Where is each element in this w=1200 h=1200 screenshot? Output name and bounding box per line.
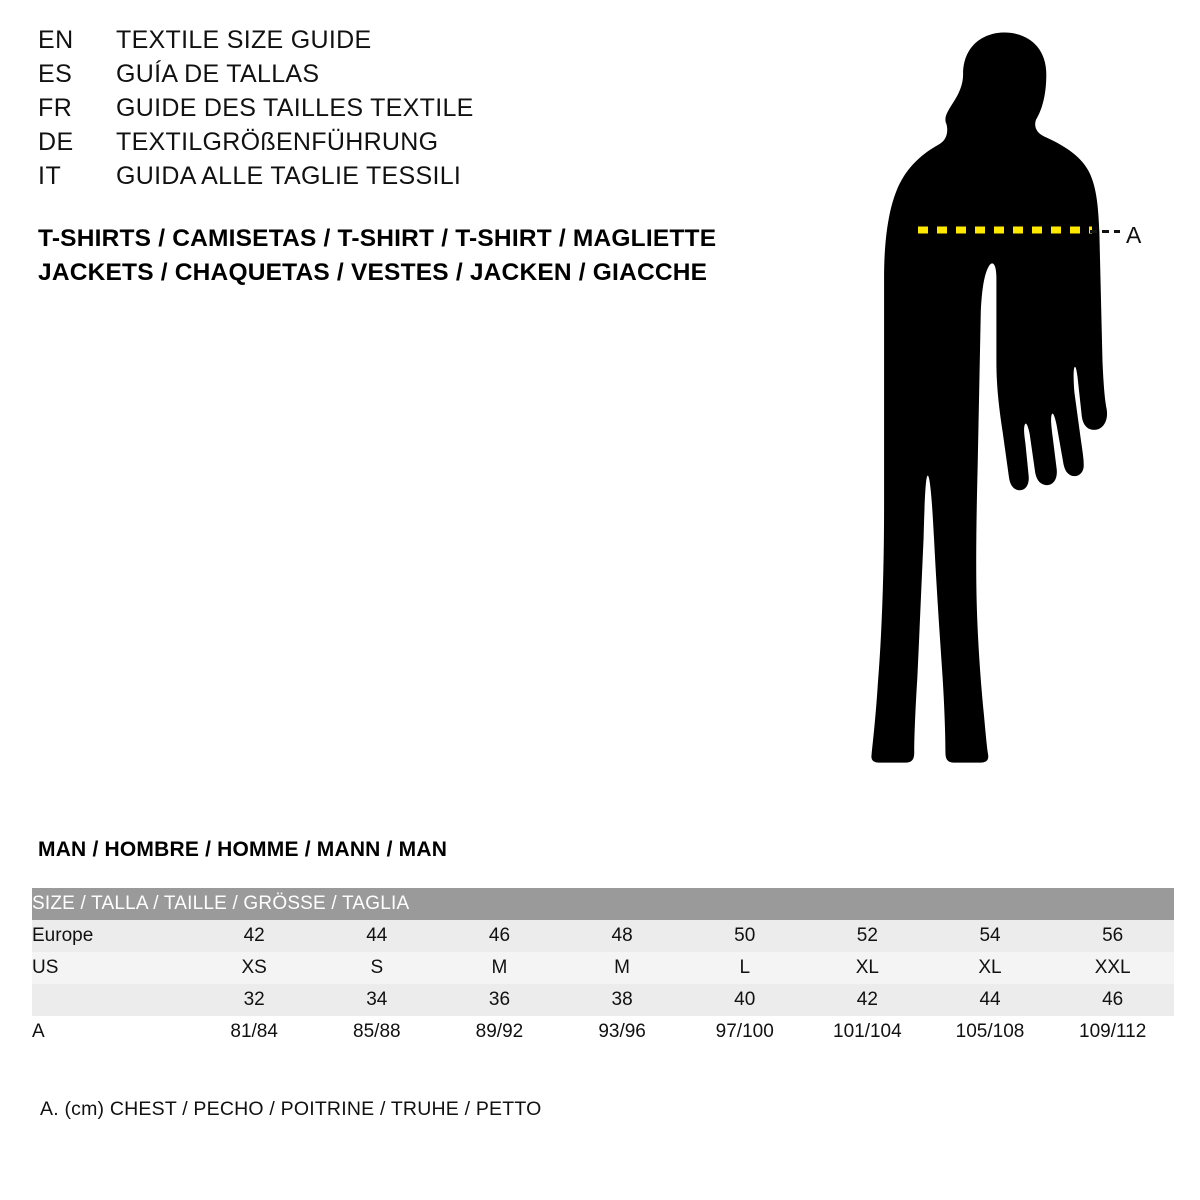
row-label: US <box>32 952 193 984</box>
cell: 44 <box>315 920 438 952</box>
cell: 56 <box>1051 920 1174 952</box>
language-row <box>38 128 738 162</box>
cell: 36 <box>438 984 561 1016</box>
language-header-block <box>38 26 738 196</box>
cell: 52 <box>806 920 929 952</box>
cell: 97/100 <box>683 1016 806 1048</box>
row-label: Europe <box>32 920 193 952</box>
language-row <box>38 26 738 60</box>
cell: XS <box>193 952 316 984</box>
cell: 42 <box>193 920 316 952</box>
language-title: TEXTILE SIZE GUIDE <box>116 26 372 54</box>
language-title: TEXTILGRÖßENFÜHRUNG <box>116 128 439 156</box>
row-label: A <box>32 1016 193 1048</box>
cell: 44 <box>929 984 1052 1016</box>
cell: 89/92 <box>438 1016 561 1048</box>
cell: XL <box>929 952 1052 984</box>
cell: S <box>315 952 438 984</box>
language-code: EN <box>38 26 74 54</box>
silhouette-shape <box>871 33 1107 763</box>
language-code: FR <box>38 94 73 122</box>
cell: 46 <box>1051 984 1174 1016</box>
cell: 42 <box>806 984 929 1016</box>
table-row <box>32 984 1174 1016</box>
cell: 46 <box>438 920 561 952</box>
cell: 32 <box>193 984 316 1016</box>
cell: 81/84 <box>193 1016 316 1048</box>
cell: 50 <box>683 920 806 952</box>
size-table <box>32 888 1174 1048</box>
body-silhouette-figure <box>840 18 1180 793</box>
language-code: ES <box>38 60 73 88</box>
garment-type-jackets: JACKETS / CHAQUETAS / VESTES / JACKEN / GIACCHE <box>38 259 708 286</box>
cell: M <box>561 952 684 984</box>
table-section-title: MAN / HOMBRE / HOMME / MANN / MAN <box>38 838 448 861</box>
table-row <box>32 1016 1174 1048</box>
garment-type-list <box>38 222 798 290</box>
cell: 54 <box>929 920 1052 952</box>
measure-leader-line <box>1090 230 1120 233</box>
cell: M <box>438 952 561 984</box>
cell: XL <box>806 952 929 984</box>
cell: 105/108 <box>929 1016 1052 1048</box>
language-title: GUIDE DES TAILLES TEXTILE <box>116 94 474 122</box>
language-row <box>38 162 738 196</box>
table-row <box>32 920 1174 952</box>
language-row <box>38 94 738 128</box>
language-code: DE <box>38 128 74 156</box>
cell: 34 <box>315 984 438 1016</box>
table-header-row <box>32 888 1174 920</box>
measure-label-a: A <box>1126 222 1142 248</box>
cell: XXL <box>1051 952 1174 984</box>
table-footnote: A. (cm) CHEST / PECHO / POITRINE / TRUHE / PETTO <box>40 1098 542 1120</box>
language-code: IT <box>38 162 62 190</box>
cell: 93/96 <box>561 1016 684 1048</box>
cell: 38 <box>561 984 684 1016</box>
table-row <box>32 952 1174 984</box>
cell: 101/104 <box>806 1016 929 1048</box>
row-label <box>32 984 193 1016</box>
language-title: GUÍA DE TALLAS <box>116 60 320 88</box>
cell: L <box>683 952 806 984</box>
table-header-label: SIZE / TALLA / TAILLE / GRÖSSE / TAGLIA <box>32 888 1174 920</box>
cell: 109/112 <box>1051 1016 1174 1048</box>
cell: 48 <box>561 920 684 952</box>
garment-type-tshirts: T-SHIRTS / CAMISETAS / T-SHIRT / T-SHIRT / MAGLIETTE <box>38 225 717 252</box>
language-title: GUIDA ALLE TAGLIE TESSILI <box>116 162 462 190</box>
cell: 40 <box>683 984 806 1016</box>
cell: 85/88 <box>315 1016 438 1048</box>
language-row <box>38 60 738 94</box>
